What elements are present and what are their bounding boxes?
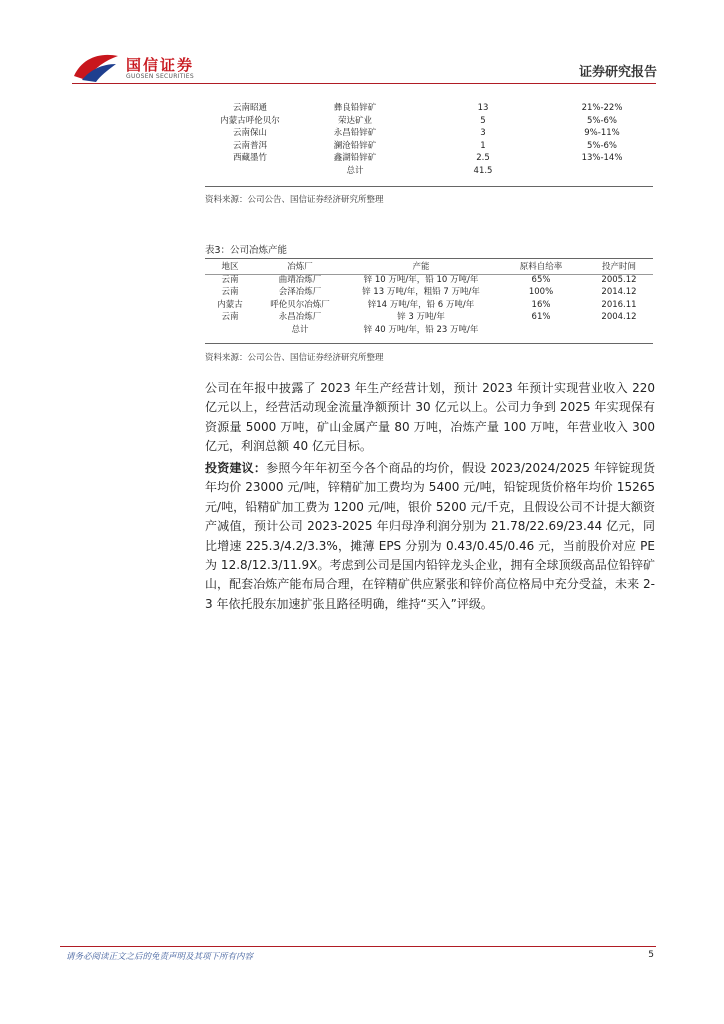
table-cell: 61%: [531, 312, 551, 323]
disclaimer-note: 请务必阅读正文之后的免责声明及其项下所有内容: [66, 952, 254, 962]
table-cell: [585, 324, 653, 337]
table-cell: 锌 40 万吨/年，铅 23 万吨/年: [363, 324, 479, 335]
header-divider: [72, 83, 656, 84]
table-cell: 云南昭通: [232, 103, 267, 113]
table-cell: 2016.11: [601, 299, 637, 310]
table-row: [205, 274, 653, 287]
investment-advice-paragraph: [205, 459, 655, 614]
table-cell: 1: [480, 140, 486, 151]
table-cell: 荣达矿业: [337, 115, 372, 126]
table-source-note: 资料来源：公司公告、国信证券经济研究所整理: [205, 353, 384, 363]
footer-divider: [60, 946, 656, 947]
table-cell: 13: [477, 103, 489, 113]
table-cell: 65%: [531, 274, 551, 285]
table-cell: 总计: [346, 165, 364, 176]
table-cell: 5%-6%: [586, 140, 618, 151]
table-cell: 内蒙古呼伦贝尔: [220, 115, 280, 126]
table-cell: 21%-22%: [581, 103, 623, 113]
table-cell: 2.5: [476, 153, 490, 164]
table-cell: 云南: [221, 287, 239, 298]
table-cell: 内蒙古: [217, 299, 243, 310]
table-cell: 5%-6%: [586, 115, 618, 126]
logo-chinese-name: 国信证券: [126, 56, 195, 74]
table-row: [205, 140, 653, 153]
column-header: 原料自给率: [519, 262, 563, 272]
table-cell: 永昌铅锌矿: [333, 128, 377, 139]
table-cell: 锌 10 万吨/年，铅 10 万吨/年: [363, 274, 479, 285]
table-row: [205, 286, 653, 299]
column-header: 地区: [221, 262, 239, 272]
table-row: [205, 102, 653, 115]
table-cell: 9%-11%: [584, 128, 620, 139]
table-cell: 41.5: [473, 165, 493, 176]
table-cell: 锌 13 万吨/年，粗铅 7 万吨/年: [362, 287, 480, 298]
table-row: [205, 311, 653, 324]
table-cell: 会泽冶炼厂: [278, 287, 322, 298]
table-cell: 云南保山: [232, 128, 267, 139]
table-cell: 澜沧铅锌矿: [333, 140, 377, 151]
table-cell: 2005.12: [601, 274, 637, 285]
table-cell: 云南: [221, 312, 239, 323]
table-cell: 锌 3 万吨/年: [397, 312, 445, 323]
smelting-capacity-table: [205, 261, 653, 337]
table-cell: 曲靖冶炼厂: [278, 274, 322, 285]
table-top-rule: [205, 258, 653, 259]
table-cell: 2004.12: [601, 312, 637, 323]
page-header: [0, 0, 724, 90]
page-number: 5: [648, 950, 654, 960]
table-row: [205, 127, 653, 140]
business-plan-paragraph: 公司在年报中披露了 2023 年生产经营计划，预计 2023 年预计实现营业收入 220 亿元以上，经营活动现金流量净额预计 30 亿元以上。公司力争到 2025 年实现保有资源量 5000 万吨，矿山金属产量 80 万吨，冶炼产量 100 万吨，年营业收入 300 亿元，利润总额 40 亿元目标。: [205, 381, 655, 454]
table-header-rule: [205, 274, 653, 275]
table-cell: 彝良铅锌矿: [333, 103, 377, 113]
table-cell: 16%: [531, 299, 551, 310]
table-row: [205, 299, 653, 312]
mine-table: [205, 102, 653, 178]
logo-english-name: GUOSEN SECURITIES: [126, 73, 195, 80]
table-cell: 鑫湖铅锌矿: [333, 153, 377, 164]
table-cell: 2014.12: [601, 287, 637, 298]
table-cell: [205, 165, 295, 178]
table-row: [205, 324, 653, 337]
table-cell: [497, 324, 585, 337]
table-cell: 5: [480, 115, 486, 126]
investment-advice-text: 参照今年年初至今各个商品的均价，假设 2023/2024/2025 年锌锭现货年均价 23000 元/吨，锌精矿加工费均为 5400 元/吨，铅锭现货价格年均价 15265 元/吨，铅精矿加工费为 1200 元/吨，银价 5200 元/千克，且假设公司不计提大额资产减值，预计公司 2023-2025 年归母净利润分别为 21.78/22.69/23.44 亿元，同比增速 225.3/4.2/3.3%，摊薄 EPS 分别为 0.43/0.45/0.46 元，当前股价对应 PE 为 12.8/12.3/11.9X。考虑到公司是国内铅锌龙头企业，拥有全球顶级高品位铅锌矿山，配套冶炼产能布局合理，在锌精矿供应紧张和锌价高位格局中充分受益，未来 2-3 年依托股东加速扩张且路径明确，维持“买入”评级。: [205, 461, 655, 611]
table-cell: 永昌冶炼厂: [278, 312, 322, 323]
table-bottom-rule: [205, 343, 653, 344]
table-title: 表3：公司冶炼产能: [205, 245, 288, 256]
table-bottom-rule: [205, 186, 653, 187]
report-type-label: 证券研究报告: [578, 65, 657, 80]
guosen-logo-icon: [72, 50, 124, 84]
table-header-row: [205, 261, 653, 274]
table-row: [205, 152, 653, 165]
table-cell: [205, 324, 255, 337]
guosen-logo: [72, 50, 202, 84]
table-cell: 西藏墨竹: [232, 153, 267, 164]
column-header: 产能: [412, 262, 430, 272]
table-cell: [551, 165, 653, 178]
table-cell: 云南: [221, 274, 239, 285]
table-row: [205, 115, 653, 128]
investment-advice-lead: 投资建议：: [205, 461, 267, 475]
table-cell: 3: [480, 128, 486, 139]
table-source-note: 资料来源：公司公告、国信证券经济研究所整理: [205, 195, 384, 205]
column-header: 冶炼厂: [287, 262, 313, 272]
column-header: 投产时间: [601, 262, 636, 272]
table-cell: 13%-14%: [581, 153, 623, 164]
table-row: [205, 165, 653, 178]
table-cell: 锌14 万吨/年，铅 6 万吨/年: [367, 299, 475, 310]
table-cell: 云南普洱: [232, 140, 267, 151]
table-cell: 100%: [528, 287, 554, 298]
table-cell: 总计: [291, 324, 309, 335]
table-cell: 呼伦贝尔冶炼厂: [270, 299, 330, 310]
